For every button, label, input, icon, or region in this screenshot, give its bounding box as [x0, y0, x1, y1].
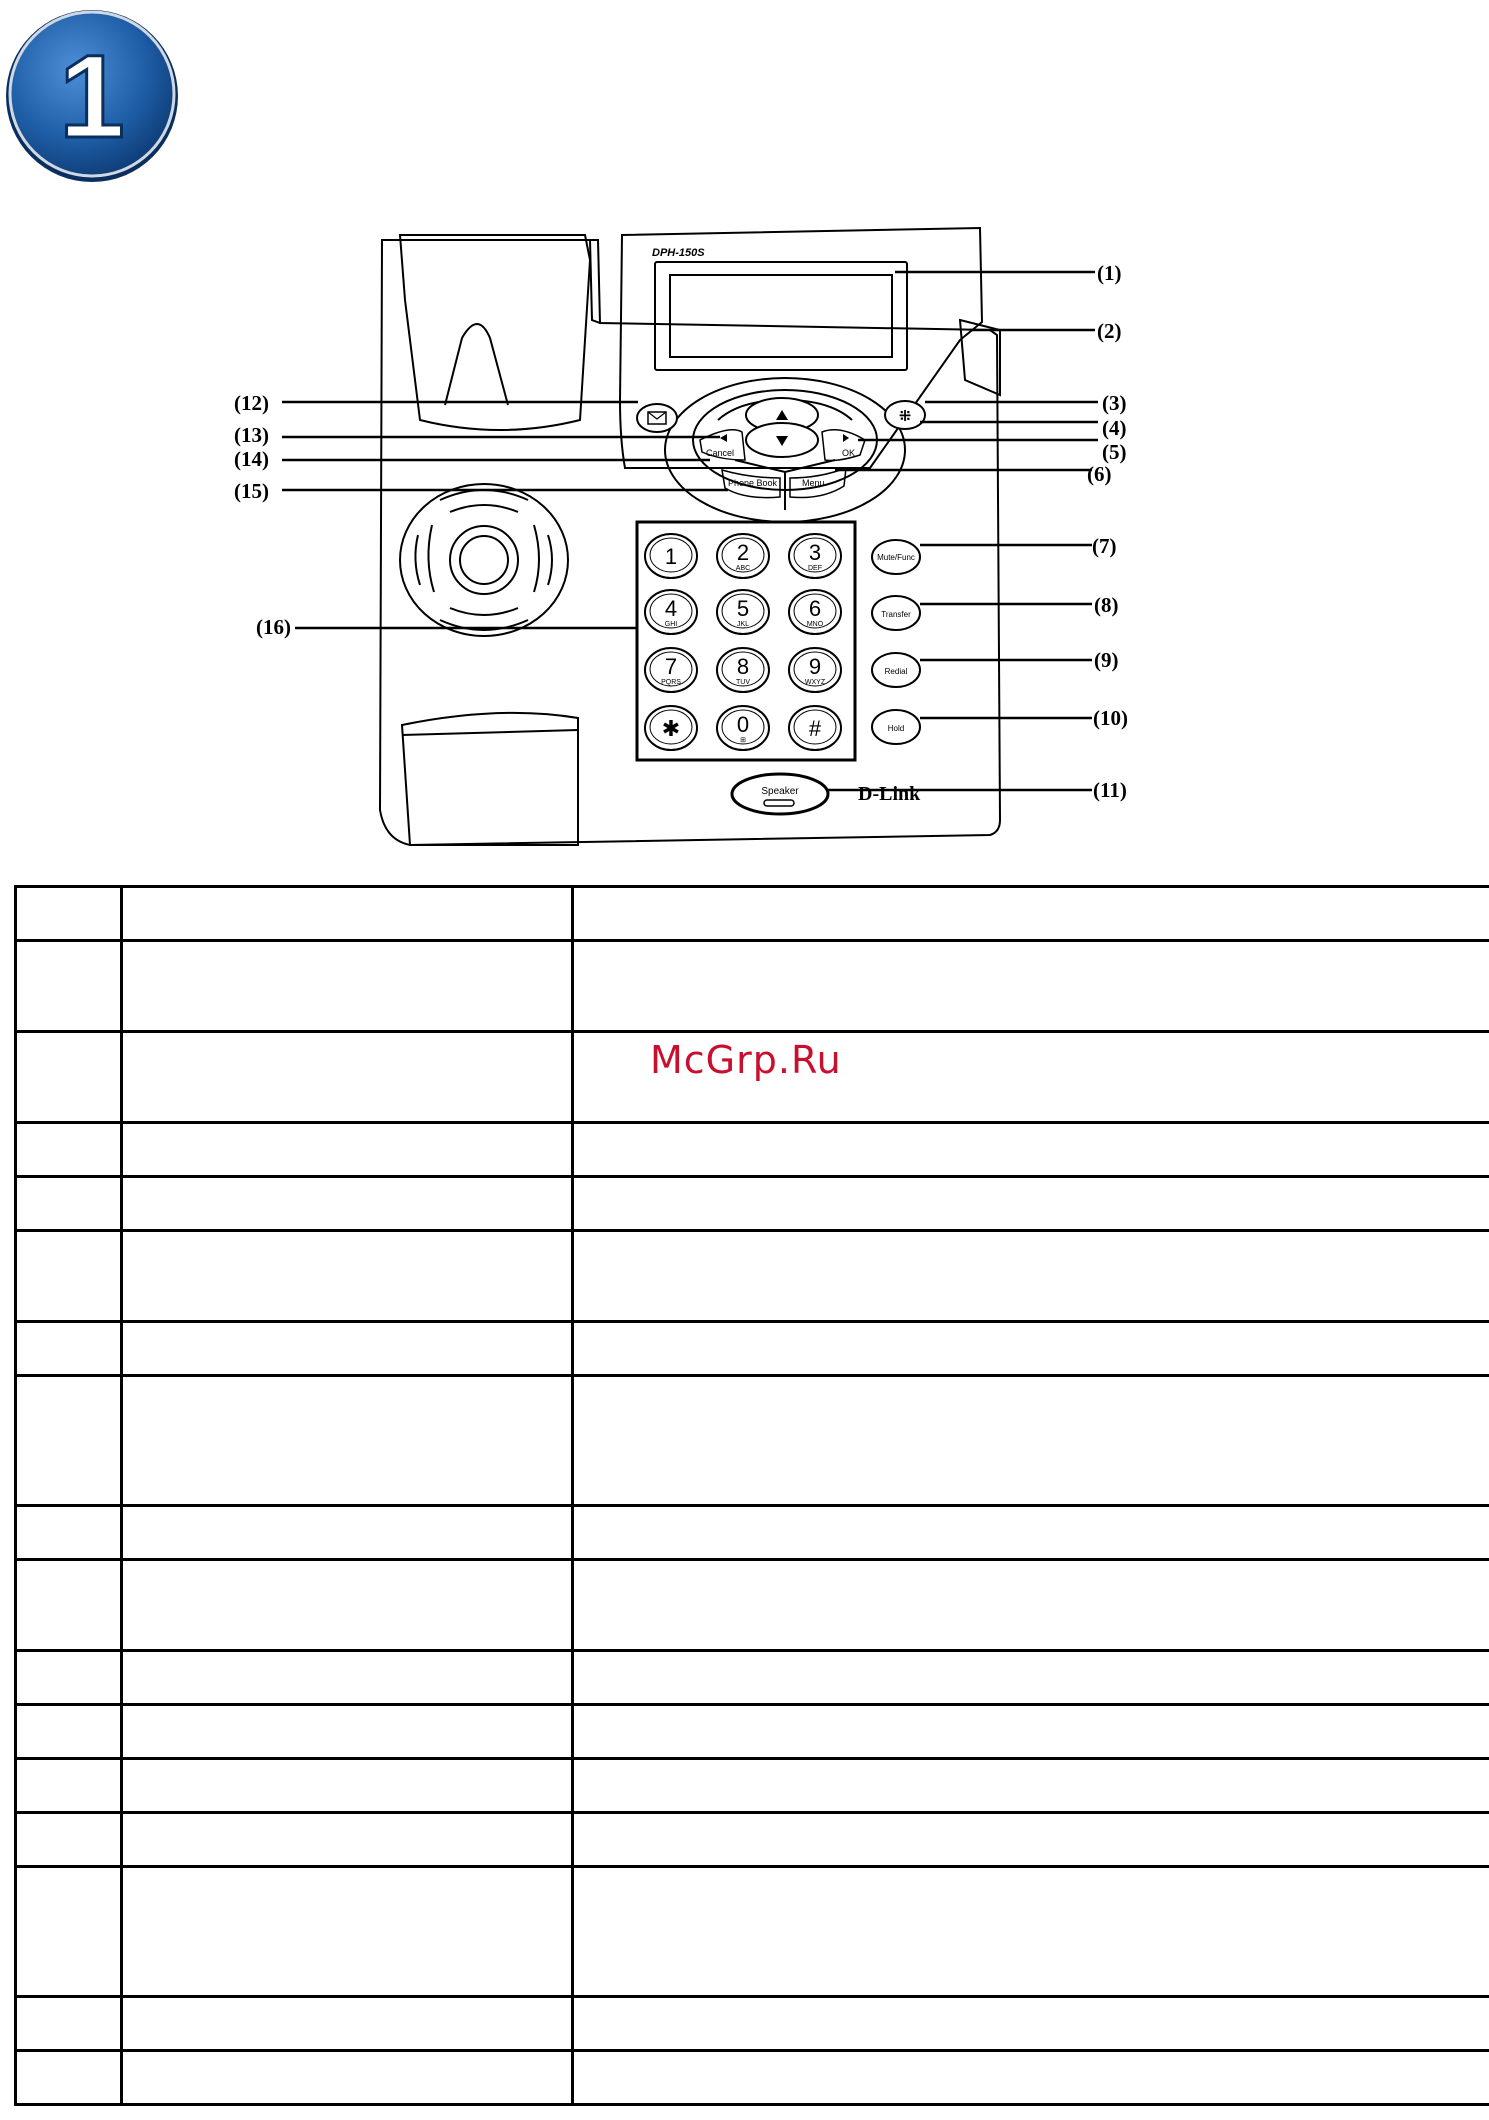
table-cell-num	[16, 1560, 122, 1651]
table-cell-num	[16, 1997, 122, 2051]
table-cell-name	[122, 1376, 573, 1506]
table-row	[16, 941, 1489, 1032]
table-row	[16, 1997, 1489, 2051]
keypad-letters: ⊞	[740, 737, 746, 744]
table-cell-name	[122, 1177, 573, 1231]
callout-9: (9)	[1094, 648, 1119, 672]
table-cell-num	[16, 1123, 122, 1177]
conference-icon: ⁜	[898, 407, 912, 425]
table-cell-name	[122, 1705, 573, 1759]
ok-button[interactable]	[822, 430, 865, 461]
redial-button[interactable]	[872, 653, 920, 687]
table-cell-desc	[573, 1997, 1489, 2051]
table-row	[16, 1322, 1489, 1376]
callout-11: (11)	[1093, 778, 1127, 802]
model-label: DPH-150S	[652, 247, 705, 259]
table-cell-desc	[573, 1759, 1489, 1813]
cancel-button[interactable]	[700, 430, 745, 460]
table-cell-name	[122, 2051, 573, 2105]
keypad-key-10[interactable]	[645, 706, 697, 750]
table-row	[16, 1376, 1489, 1506]
keypad-key-2[interactable]	[717, 534, 769, 578]
table-cell-num	[16, 1813, 122, 1867]
keypad-key-3[interactable]	[789, 534, 841, 578]
table-cell-desc	[573, 1651, 1489, 1705]
table-row	[16, 1560, 1489, 1651]
callout-8: (8)	[1094, 593, 1119, 617]
speaker-grille	[400, 484, 568, 636]
phone-book-label: Phone Book	[728, 478, 778, 488]
callout-12: (12)	[234, 391, 269, 415]
table-row	[16, 1867, 1489, 1997]
table-cell-name	[122, 1651, 573, 1705]
lcd-screen	[655, 262, 907, 370]
table-cell-num	[16, 1651, 122, 1705]
step-number: 1	[59, 31, 125, 163]
keypad-key-11[interactable]	[717, 706, 769, 750]
table-cell-name	[122, 1032, 573, 1123]
conference-button[interactable]	[885, 401, 925, 429]
callout-6: (6)	[1087, 462, 1112, 486]
table-cell-desc	[573, 887, 1489, 941]
table-cell-desc	[573, 1867, 1489, 1997]
callout-2: (2)	[1097, 319, 1122, 343]
table-cell-desc	[573, 1322, 1489, 1376]
table-cell-name	[122, 1867, 573, 1997]
table-cell-num	[16, 941, 122, 1032]
speaker-button[interactable]	[732, 774, 828, 814]
callout-7: (7)	[1092, 534, 1117, 558]
table-cell-name	[122, 1560, 573, 1651]
table-cell-desc	[573, 1177, 1489, 1231]
table-cell-desc	[573, 1506, 1489, 1560]
table-cell-name	[122, 1231, 573, 1322]
keypad-key-9[interactable]	[789, 648, 841, 692]
brand-logo: D-Link	[858, 783, 921, 805]
phone-diagram	[0, 0, 1489, 860]
mute-func-label: Mute/Func	[877, 553, 915, 562]
table-cell-num	[16, 887, 122, 941]
callout-16: (16)	[256, 615, 291, 639]
keypad-letters: MNO	[806, 621, 824, 628]
watermark: McGrp.Ru	[650, 1038, 842, 1082]
hold-button[interactable]	[872, 710, 920, 744]
keypad-key-7[interactable]	[645, 648, 697, 692]
table-cell-name	[122, 1123, 573, 1177]
keypad-key-8[interactable]	[717, 648, 769, 692]
nav-down-button[interactable]	[746, 423, 818, 457]
keypad-key-4[interactable]	[645, 590, 697, 634]
speaker-label: Speaker	[761, 786, 799, 797]
phone-book-button[interactable]	[722, 470, 780, 498]
table-cell-name	[122, 941, 573, 1032]
keypad-digit: 1	[664, 544, 678, 569]
table-row	[16, 1705, 1489, 1759]
keypad-digit: ✱	[661, 716, 681, 741]
table-cell-name	[122, 1506, 573, 1560]
keypad-digit: 4	[664, 596, 678, 621]
table-cell-num	[16, 2051, 122, 2105]
table-cell-num	[16, 1705, 122, 1759]
keypad-digit: 0	[736, 712, 750, 737]
keypad-letters: GHI	[664, 621, 678, 628]
table-cell-num	[16, 1376, 122, 1506]
message-button[interactable]	[637, 404, 677, 432]
table-cell-name	[122, 887, 573, 941]
ok-label: OK	[842, 448, 856, 458]
table-row	[16, 1506, 1489, 1560]
callout-10: (10)	[1093, 706, 1128, 730]
callout-4: (4)	[1102, 416, 1127, 440]
table-cell-desc	[573, 2051, 1489, 2105]
table-row	[16, 2051, 1489, 2105]
handset-cradle	[382, 240, 600, 323]
table-cell-name	[122, 1997, 573, 2051]
transfer-label: Transfer	[881, 610, 911, 619]
keypad-digit: 6	[808, 596, 822, 621]
table-row	[16, 1651, 1489, 1705]
table-cell-desc	[573, 1705, 1489, 1759]
mute-func-button[interactable]	[872, 540, 920, 574]
table-cell-num	[16, 1506, 122, 1560]
keypad-digit: 7	[664, 654, 678, 679]
table-cell-num	[16, 1231, 122, 1322]
keypad-letters: PQRS	[661, 679, 681, 686]
table-cell-num	[16, 1177, 122, 1231]
menu-label: Menu	[802, 478, 825, 488]
keypad-letters: JKL	[736, 621, 750, 628]
keypad-digit: 9	[808, 654, 822, 679]
callout-15: (15)	[234, 479, 269, 503]
table-row	[16, 1759, 1489, 1813]
table-row	[16, 1231, 1489, 1322]
callout-14: (14)	[234, 447, 269, 471]
keypad-digit: 3	[808, 540, 822, 565]
keypad-digit: 5	[736, 596, 750, 621]
cancel-label: Cancel	[706, 448, 735, 458]
table-cell-desc	[573, 941, 1489, 1032]
keypad-key-5[interactable]	[717, 590, 769, 634]
table-cell-desc	[573, 1560, 1489, 1651]
callout-5: (5)	[1102, 440, 1127, 464]
callout-1: (1)	[1097, 261, 1122, 285]
table-row	[16, 1177, 1489, 1231]
transfer-button[interactable]	[872, 596, 920, 630]
table-row	[16, 1813, 1489, 1867]
callout-3: (3)	[1102, 391, 1127, 415]
table-cell-num	[16, 1032, 122, 1123]
table-cell-num	[16, 1322, 122, 1376]
table-row	[16, 1123, 1489, 1177]
table-row	[16, 887, 1489, 941]
keypad-key-6[interactable]	[789, 590, 841, 634]
keypad-key-1[interactable]	[645, 534, 697, 578]
keypad-letters: WXYZ	[804, 679, 826, 686]
callout-13: (13)	[234, 423, 269, 447]
keypad-key-12[interactable]	[789, 706, 841, 750]
keypad-digit: #	[808, 716, 822, 741]
table-cell-desc	[573, 1813, 1489, 1867]
table-cell-name	[122, 1813, 573, 1867]
table-cell-name	[122, 1322, 573, 1376]
keypad-letters: TUV	[736, 679, 750, 686]
menu-button[interactable]	[790, 468, 846, 498]
keypad-digit: 8	[736, 654, 750, 679]
keypad-digit: 2	[736, 540, 750, 565]
table-cell-num	[16, 1867, 122, 1997]
keypad-letters: ABC	[735, 565, 751, 572]
keypad	[645, 534, 841, 750]
table-cell-num	[16, 1759, 122, 1813]
redial-label: Redial	[884, 667, 908, 676]
table-cell-desc	[573, 1123, 1489, 1177]
table-cell-desc	[573, 1231, 1489, 1322]
keypad-letters: DEF	[808, 565, 822, 572]
table-cell-name	[122, 1759, 573, 1813]
table-cell-desc	[573, 1376, 1489, 1506]
hold-label: Hold	[887, 724, 905, 733]
